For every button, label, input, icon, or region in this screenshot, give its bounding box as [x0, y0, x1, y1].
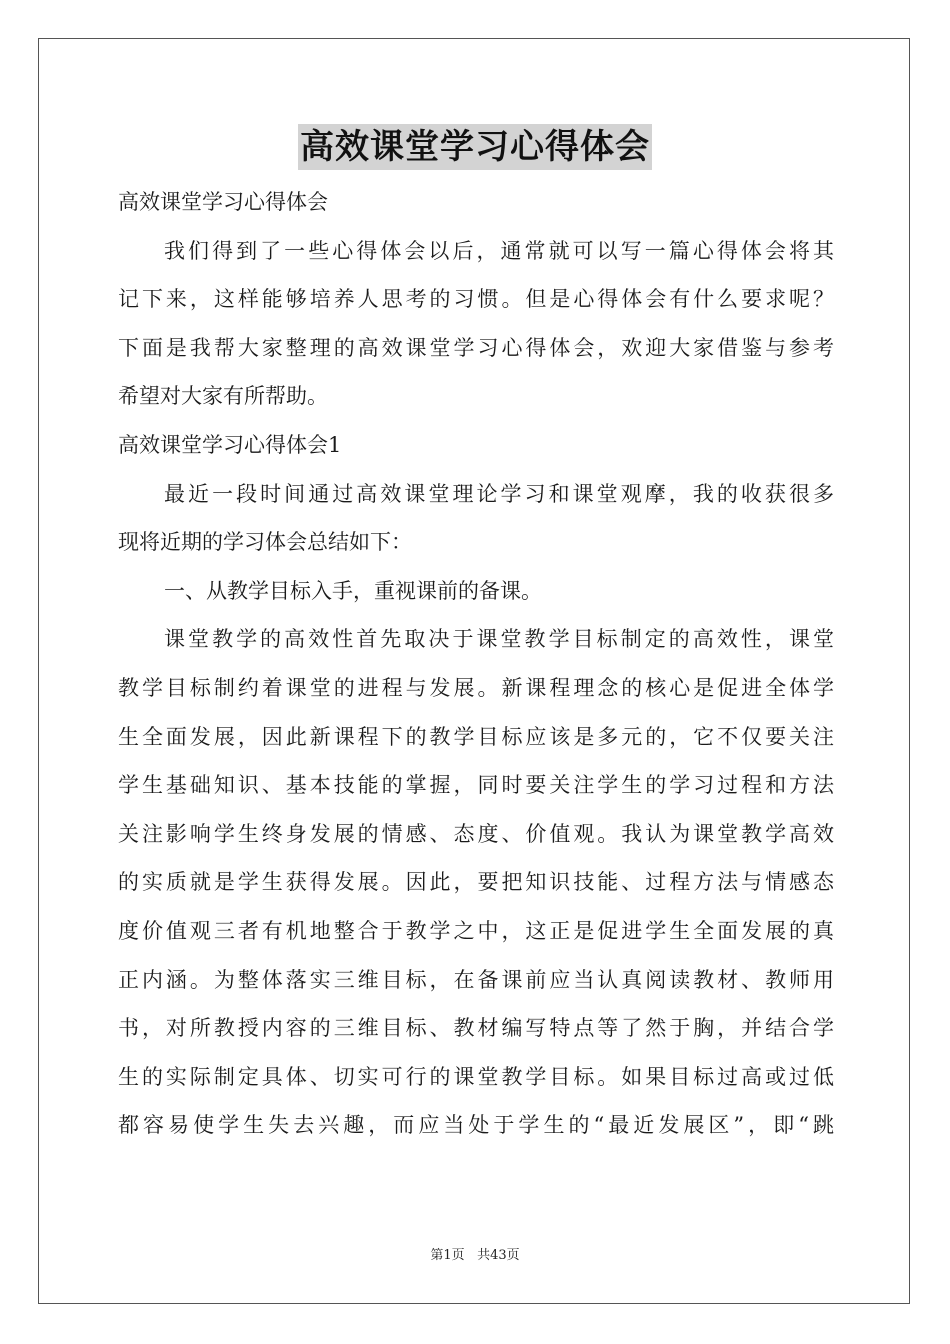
title-container: [0, 124, 950, 170]
document-title: 高效课堂学习心得体会: [298, 124, 652, 170]
body-line-17: 正内涵。为整体落实三维目标，在备课前应当认真阅读教材、教师用: [118, 967, 834, 992]
body-line-13: 学生基础知识、基本技能的掌握，同时要关注学生的学习过程和方法: [118, 773, 834, 798]
body-line-9: 一、从教学目标入手，重视课前的备课。: [164, 578, 542, 603]
document-body: [118, 178, 834, 1150]
body-line-18: 书，对所教授内容的三维目标、教材编写特点等了然于胸，并结合学: [118, 1016, 834, 1041]
body-line-15: 的实质就是学生获得发展。因此，要把知识技能、过程方法与情感态: [118, 870, 834, 895]
body-line-10: 课堂教学的高效性首先取决于课堂教学目标制定的高效性，课堂: [164, 627, 834, 652]
body-line-20: 都容易使学生失去兴趣，而应当处于学生的“最近发展区”，即“跳: [118, 1113, 834, 1138]
body-line-19: 生的实际制定具体、切实可行的课堂教学目标。如果目标过高或过低: [118, 1064, 834, 1089]
body-line-14: 关注影响学生终身发展的情感、态度、价值观。我认为课堂教学高效: [118, 821, 834, 846]
body-line-7: 最近一段时间通过高效课堂理论学习和课堂观摩，我的收获很多: [164, 481, 834, 506]
body-line-4: 下面是我帮大家整理的高效课堂学习心得体会，欢迎大家借鉴与参考: [118, 335, 834, 360]
body-line-8: 现将近期的学习体会总结如下：: [118, 530, 412, 555]
body-line-6: 高效课堂学习心得体会1: [118, 432, 342, 457]
page-footer: [0, 1247, 950, 1265]
body-line-1: 高效课堂学习心得体会: [118, 190, 328, 214]
body-line-11: 教学目标制约着课堂的进程与发展。新课程理念的核心是促进全体学: [118, 675, 834, 700]
body-line-2: 我们得到了一些心得体会以后，通常就可以写一篇心得体会将其: [164, 238, 834, 263]
body-line-5: 希望对大家有所帮助。: [118, 384, 328, 409]
body-line-3: 记下来，这样能够培养人思考的习惯。但是心得体会有什么要求呢？: [118, 287, 834, 312]
body-line-16: 度价值观三者有机地整合于教学之中，这正是促进学生全面发展的真: [118, 918, 834, 943]
page-total: 共43页: [477, 1248, 520, 1263]
body-line-12: 生全面发展，因此新课程下的教学目标应该是多元的，它不仅要关注: [118, 724, 834, 749]
page-number: 第1页: [430, 1248, 465, 1263]
